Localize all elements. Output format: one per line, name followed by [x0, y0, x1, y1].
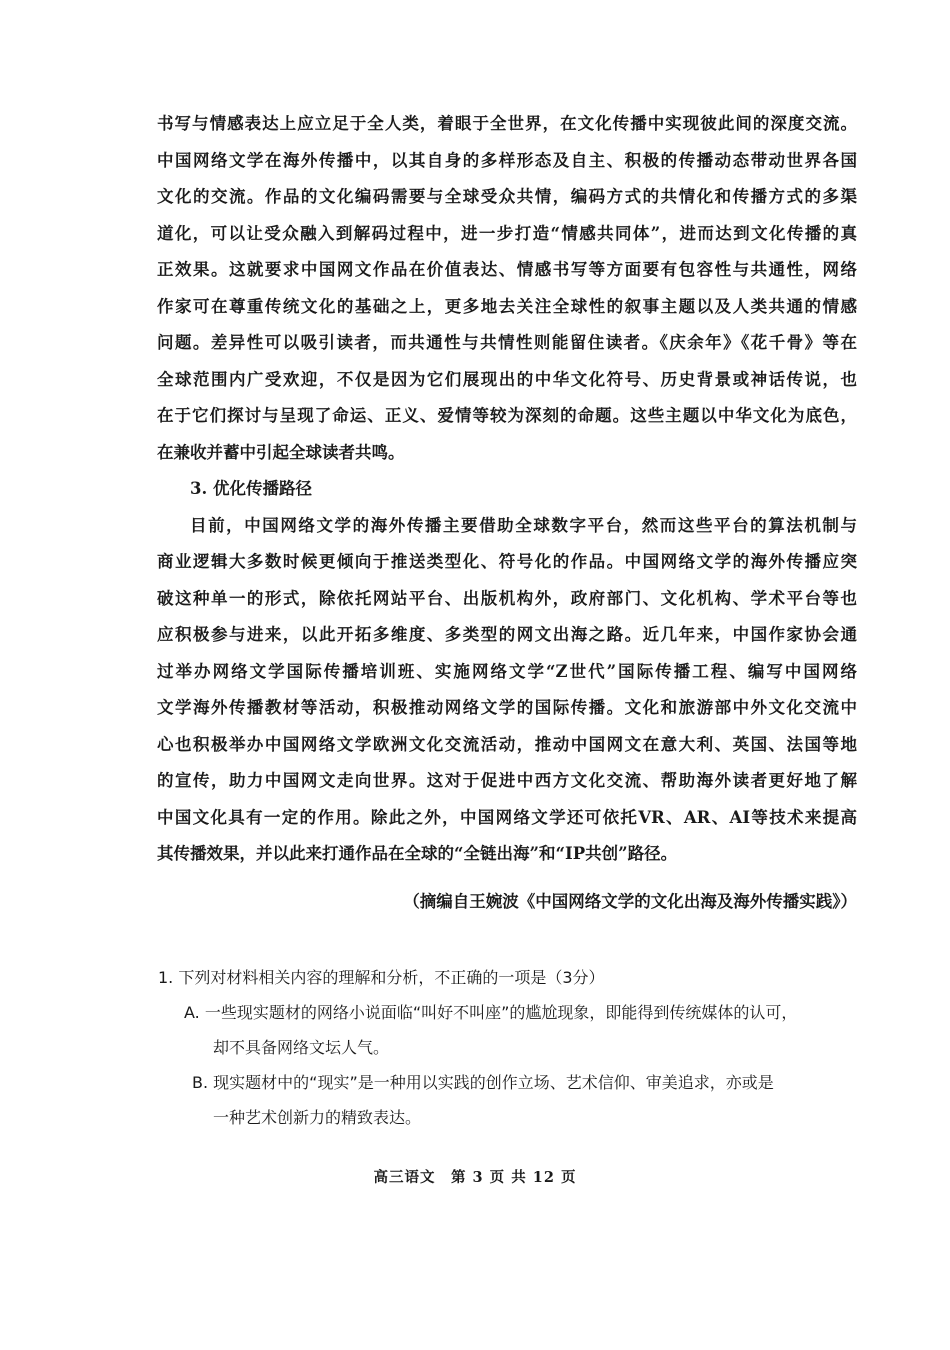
- paragraph2-line: 商业逻辑大多数时候更倾向于推送类型化、符号化的作品。中国网络文学的海外传播应突: [157, 552, 857, 571]
- source-citation: （摘编自王婉波《中国网络文学的文化出海及海外传播实践》）: [403, 892, 857, 911]
- paragraph2-line: 中国文化具有一定的作用。除此之外，中国网络文学还可依托VR、AR、AI等技术来提高: [157, 807, 857, 827]
- paragraph2-line: 应积极参与进来，以此开拓多维度、多类型的网文出海之路。近几年来，中国作家协会通: [157, 625, 857, 644]
- paragraph1-line: 道化，可以让受众融入到解码过程中，进一步打造“情感共同体”，进而达到文化传播的真: [157, 223, 857, 243]
- option-a-continuation: 却不具备网络文坛人气。: [213, 1038, 390, 1057]
- paragraph2-line: 文学海外传播教材等活动，积极推动网络文学的国际传播。文化和旅游部中外文化交流中: [157, 698, 857, 717]
- paragraph1-line: 问题。差异性可以吸引读者，而共通性与共情性则能留住读者。《庆余年》《花千骨》等在: [157, 333, 857, 352]
- paragraph1-line: 在于它们探讨与呈现了命运、正义、爱情等较为深刻的命题。这些主题以中华文化为底色，: [157, 406, 857, 425]
- paragraph1-line: 全球范围内广受欢迎，不仅是因为它们展现出的中华文化符号、历史背景或神话传说，也: [157, 369, 857, 389]
- paragraph2-line: 目前，中国网络文学的海外传播主要借助全球数字平台，然而这些平台的算法机制与: [190, 515, 857, 535]
- paragraph1-line: 中国网络文学在海外传播中，以其自身的多样形态及自主、积极的传播动态带动世界各国: [157, 150, 857, 170]
- option-b: B. 现实题材中的“现实”是一种用以实践的创作立场、艺术信仰、审美追求，亦或是: [192, 1073, 774, 1092]
- question-1: [158, 960, 863, 1135]
- paragraph2-line: 的宣传，助力中国网文走向世界。这对于促进中西方文化交流、帮助海外读者更好地了解: [157, 771, 857, 790]
- paragraph1-line: 在兼收并蓄中引起全球读者共鸣。: [157, 442, 405, 462]
- page-footer: 高三语文 第 3 页 共 12 页: [373, 1169, 577, 1186]
- question-stem: 1. 下列对材料相关内容的理解和分析，不正确的一项是（3分）: [158, 968, 605, 987]
- paragraph1-line: 作家可在尊重传统文化的基础之上，更多地去关注全球性的叙事主题以及人类共通的情感: [157, 296, 857, 316]
- paragraph1-line: 正效果。这就要求中国网文作品在价值表达、情感书写等方面要有包容性与共通性，网络: [157, 260, 857, 279]
- section-heading: 3. 优化传播路径: [190, 479, 312, 498]
- article-body: [157, 106, 857, 873]
- paragraph2-line: 过举办网络文学国际传播培训班、实施网络文学“Z世代”国际传播工程、编写中国网络: [157, 661, 857, 681]
- option-b-continuation: 一种艺术创新力的精致表达。: [213, 1108, 422, 1127]
- paragraph1-line: 书写与情感表达上应立足于全人类，着眼于全世界，在文化传播中实现彼此间的深度交流。: [157, 114, 857, 133]
- paragraph1-line: 文化的交流。作品的文化编码需要与全球受众共情，编码方式的共情化和传播方式的多渠: [157, 187, 857, 206]
- option-a: A. 一些现实题材的网络小说面临“叫好不叫座”的尴尬现象，即能得到传统媒体的认可，: [184, 1003, 798, 1022]
- paragraph2-line: 其传播效果，并以此来打通作品在全球的“全链出海”和“IP共创”路径。: [157, 844, 678, 863]
- paragraph2-line: 破这种单一的形式，除依托网站平台、出版机构外，政府部门、文化机构、学术平台等也: [157, 588, 857, 608]
- paragraph2-line: 心也积极举办中国网络文学欧洲文化交流活动，推动中国网文在意大利、英国、法国等地: [157, 734, 857, 754]
